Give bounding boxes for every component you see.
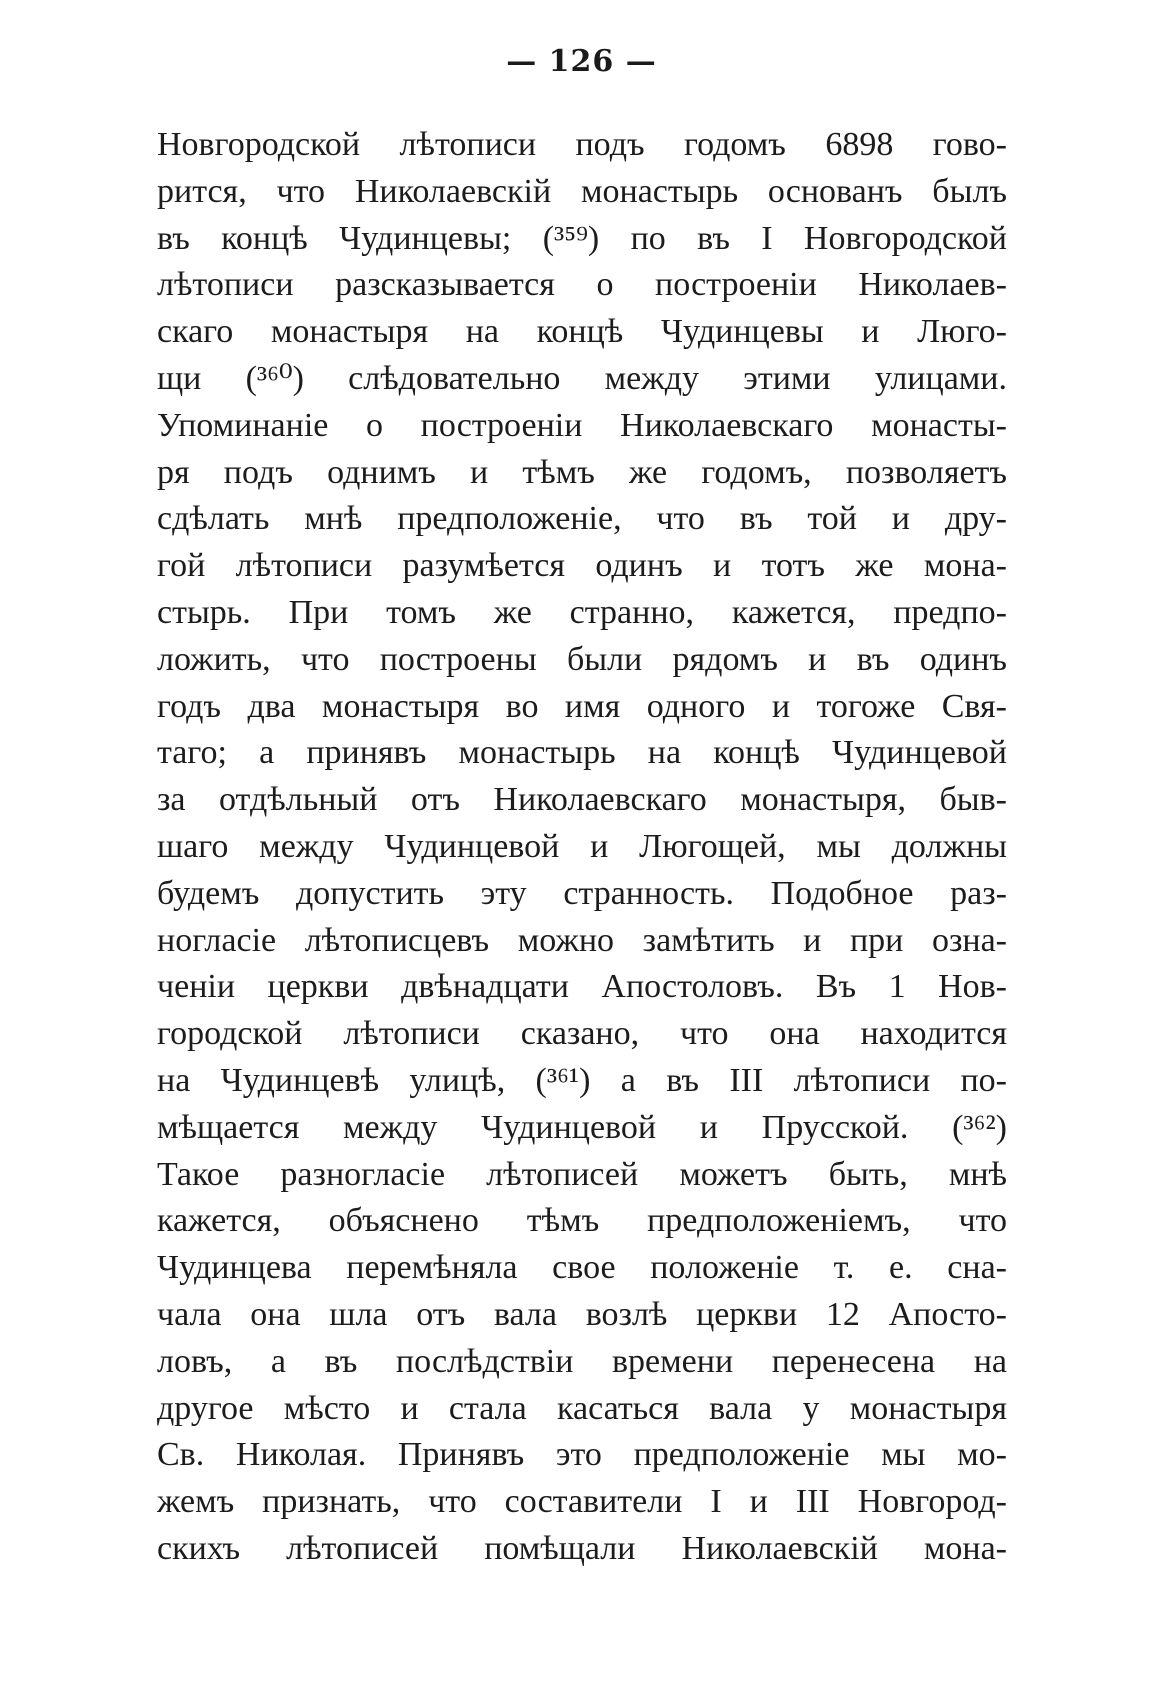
text-line: щи (³⁶⁰) слѣдовательно между этими улицами.	[157, 359, 1007, 397]
text-line: будемъ допустить эту странность. Подобное раз-	[157, 874, 1007, 912]
text-line: таго; а принявъ монастырь на концѣ Чудинцевой	[157, 734, 1007, 772]
text-line: скихъ лѣтописей помѣщали Николаевскій мона-	[157, 1529, 1007, 1567]
body-text	[157, 122, 1007, 1573]
text-line: сдѣлать мнѣ предположеніе, что въ той и дру-	[157, 500, 1007, 538]
text-line: ря подъ однимъ и тѣмъ же годомъ, позволяетъ	[157, 453, 1007, 491]
text-line: на Чудинцевѣ улицѣ, (³⁶¹) а въ III лѣтописи по-	[157, 1061, 1007, 1099]
text-line: рится, что Николаевскій монастырь основанъ былъ	[157, 172, 1007, 210]
text-line: чала она шла отъ вала возлѣ церкви 12 Апосто-	[157, 1295, 1007, 1333]
text-line: ногласіе лѣтописцевъ можно замѣтить и при озна-	[157, 921, 1007, 959]
text-line: стырь. При томъ же странно, кажется, предпо-	[157, 593, 1007, 631]
text-line: жемъ признать, что составители I и III Новгород-	[157, 1483, 1007, 1521]
text-line: Св. Николая. Принявъ это предположеніе мы мо-	[157, 1436, 1007, 1474]
text-line: кажется, объяснено тѣмъ предположеніемъ, что	[157, 1202, 1007, 1240]
text-line: Новгородской лѣтописи подъ годомъ 6898 гово-	[157, 126, 1007, 163]
text-line: Упоминаніе о построеніи Николаевскаго монасты-	[157, 406, 1007, 444]
text-line: въ концѣ Чудинцевы; (³⁵⁹) по въ I Новгородской	[157, 219, 1007, 257]
text-line: скаго монастыря на концѣ Чудинцевы и Люго-	[157, 313, 1007, 351]
text-line: годъ два монастыря во имя одного и тогоже Свя-	[157, 687, 1007, 725]
page-number: — 126 —	[506, 44, 657, 79]
text-line: другое мѣсто и стала касаться вала у монастыря	[157, 1389, 1007, 1427]
text-line: городской лѣтописи сказано, что она находится	[157, 1015, 1007, 1053]
text-line: гой лѣтописи разумѣется одинъ и тотъ же мона-	[157, 547, 1007, 585]
text-line: за отдѣльный отъ Николаевскаго монастыря, быв-	[157, 781, 1007, 819]
text-line: ловъ, а въ послѣдствіи времени перенесена на	[157, 1342, 1007, 1380]
text-line: ложить, что построены были рядомъ и въ одинъ	[157, 640, 1007, 678]
text-line: ченіи церкви двѣнадцати Апостоловъ. Въ 1 Нов-	[157, 968, 1007, 1006]
text-line: шаго между Чудинцевой и Люгощей, мы должны	[157, 827, 1007, 865]
text-line: Чудинцева перемѣняла свое положеніе т. е. сна-	[157, 1249, 1007, 1287]
text-line: лѣтописи разсказывается о построеніи Николаев-	[157, 266, 1007, 304]
text-line: Такое разногласіе лѣтописей можетъ быть, мнѣ	[157, 1155, 1007, 1193]
text-line: мѣщается между Чудинцевой и Прусской. (³⁶²)	[157, 1108, 1007, 1146]
